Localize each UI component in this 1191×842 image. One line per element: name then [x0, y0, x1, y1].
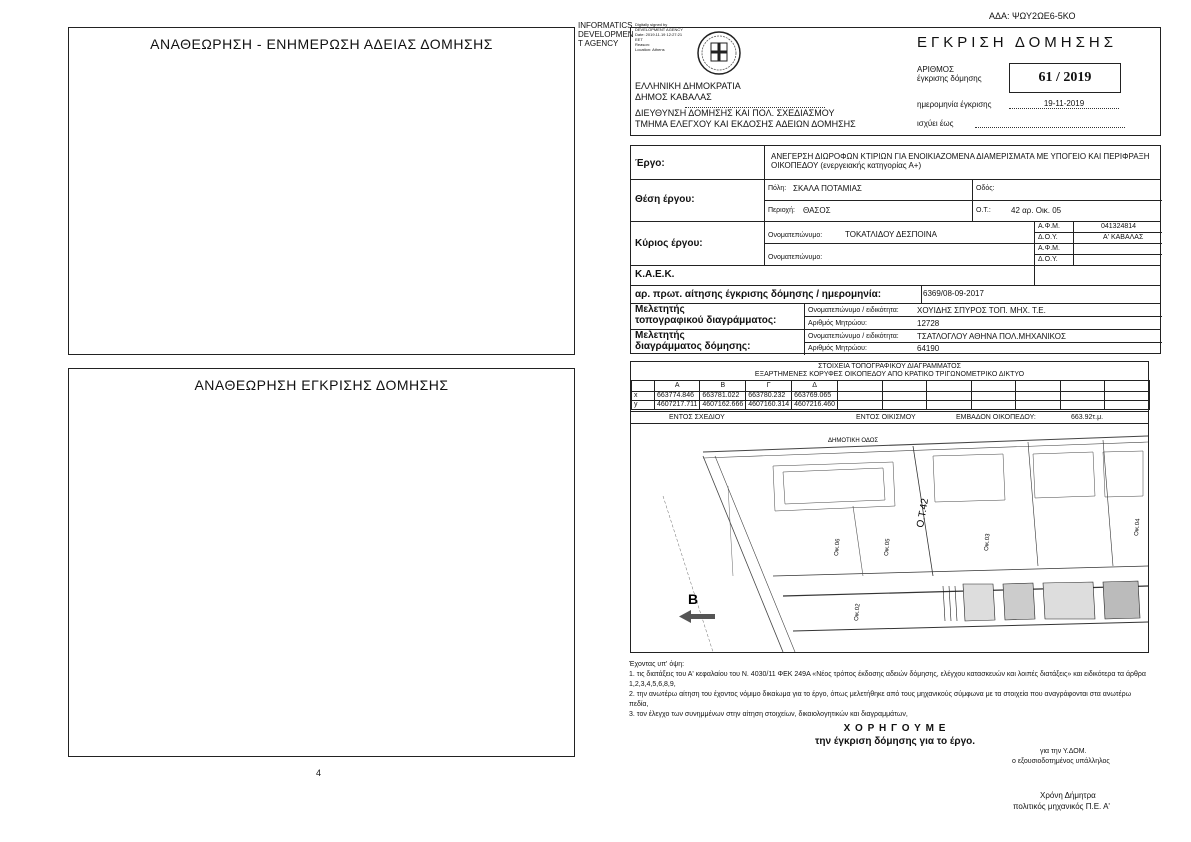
- area-value: ΘΑΣΟΣ: [803, 206, 831, 215]
- y-value: 4607216.460: [792, 401, 838, 410]
- signatory-name: Χρόνη Δήμητρα: [1040, 791, 1096, 800]
- project-location-label: Θέση έργου:: [635, 194, 695, 205]
- notes-heading: Έχοντας υπ' όψη:: [629, 661, 685, 668]
- doy-value: Α' ΚΑΒΑΛΑΣ: [1103, 234, 1144, 241]
- date-label: ημερομηνία έγκρισης: [917, 100, 992, 109]
- application-value: 6369/08-09-2017: [923, 289, 984, 298]
- for-ydom: για την Υ.ΔΟΜ.: [1040, 748, 1087, 755]
- grant-heading: Χ Ο Ρ Η Γ Ο Υ Μ Ε: [843, 723, 947, 734]
- plot-area-label: ΕΜΒΑΔΟΝ ΟΙΚΟΠΕΔΟΥ:: [956, 414, 1036, 421]
- afm2-label: Α.Φ.Μ.: [1038, 245, 1060, 252]
- greek-emblem-icon: [696, 30, 742, 76]
- owner-label: Κύριος έργου:: [635, 238, 703, 249]
- map-plot-label: Οικ.06: [834, 538, 842, 557]
- x-label: x: [632, 392, 655, 401]
- y-label: y: [632, 401, 655, 410]
- revision-approval-title: ΑΝΑΘΕΩΡΗΣΗ ΕΓΚΡΙΣΗΣ ΔΟΜΗΣΗΣ: [194, 377, 449, 393]
- x-value: 663780.232: [746, 392, 792, 401]
- street-label: Οδός:: [976, 185, 995, 192]
- digital-signature-stamp: [578, 21, 634, 48]
- authorized-officer: ο εξουσιοδοτημένος υπάλληλος: [1012, 758, 1110, 765]
- note-item: 1. τις διατάξεις του Α' κεφαλαίου του Ν. 4030/11 ΦΕΚ 249Α «Νέος τρόπος έκδοσης αδειών δόμησης, ελέγχου κατασκευών και λοιπές διατάξεις» και ειδικότερα τα άρθρα 1,2,3,4,5,6,8,9,: [629, 671, 1146, 688]
- x-value: 663769.065: [792, 392, 838, 401]
- sig-line: Date: 2019.11.19 12:27:21: [635, 32, 683, 37]
- vertex-c: Γ: [746, 381, 792, 392]
- project-label: Έργο:: [635, 158, 665, 169]
- note-item: 3. τον έλεγχο των συνημμένων στην αίτηση στοιχείων, δικαιολογητικών και διαγραμμάτων,: [629, 711, 908, 718]
- afm-value: 041324814: [1101, 223, 1137, 230]
- map-plot-label: Οικ.05: [884, 538, 892, 557]
- dom-name-label: Ονοματεπώνυμο / ειδικότητα:: [808, 333, 899, 340]
- number-label: ΑΡΙΘΜΟΣ έγκρισης δόμησης: [917, 65, 982, 83]
- city-value: ΣΚΑΛΑ ΠΟΤΑΜΙΑΣ: [793, 184, 862, 193]
- notes-section: [629, 660, 1149, 720]
- doy2-label: Δ.Ο.Υ.: [1038, 256, 1058, 263]
- doy-label: Δ.Ο.Υ.: [1038, 234, 1058, 241]
- revision-approval-box: [68, 368, 575, 757]
- revision-update-permit-title: ΑΝΑΘΕΩΡΗΣΗ - ΕΝΗΜΕΡΩΣΗ ΑΔΕΙΑΣ ΔΟΜΗΣΗΣ: [150, 36, 493, 52]
- stamp-line: T AGENCY: [578, 39, 619, 48]
- vertex-b: Β: [700, 381, 746, 392]
- x-value: 663781.022: [700, 392, 746, 401]
- stamp-line: INFORMATICS: [578, 21, 633, 30]
- building-engineer-label: Μελετητής διαγράμματος δόμησης:: [635, 330, 751, 352]
- building-registry-number: 64190: [917, 344, 940, 353]
- topo-engineer-name: ΧΟΥΙΔΗΣ ΣΠΥΡΟΣ ΤΟΠ. ΜΗΧ. Τ.Ε.: [917, 306, 1046, 315]
- header-box: [630, 27, 1161, 136]
- ada-code: ΑΔΑ: ΨΩΥ2ΩΕ6-5ΚΟ: [989, 11, 1076, 21]
- authority-line: ΕΛΛΗΝΙΚΗ ΔΗΜΟΚΡΑΤΙΑ: [635, 81, 741, 91]
- plot-area-value: 663.92τ.μ.: [1071, 414, 1104, 421]
- inside-settlement-label: ΕΝΤΟΣ ΟΙΚΙΣΜΟΥ: [856, 414, 916, 421]
- owner-name: ΤΟΚΑΤΛΙΔΟΥ ΔΕΣΠΟΙΝΑ: [845, 230, 937, 239]
- topo-name-label: Ονοματεπώνυμο / ειδικότητα:: [808, 307, 899, 314]
- approval-date: 19-11-2019: [1009, 99, 1119, 109]
- map-arrow-label: Β: [688, 591, 699, 607]
- authority-line: ΤΜΗΜΑ ΕΛΕΓΧΟΥ ΚΑΙ ΕΚΔΟΣΗΣ ΑΔΕΙΩΝ ΔΟΜΗΣΗΣ: [635, 119, 856, 129]
- map-plot-label: Οικ.04: [1134, 518, 1142, 537]
- topo-registry-number: 12728: [917, 319, 940, 328]
- note-item: 2. την ανωτέρω αίτηση του έχοντος νόμιμο δικαίωμα για το έργο, όπως μελετήθηκε από τους μηχανικούς σύμφωνα με τα στοιχεία που αναγράφονται στα ανωτέρω πεδία,: [629, 691, 1132, 708]
- grant-text: την έγκριση δόμησης για το έργο.: [814, 736, 976, 747]
- x-value: 663774.846: [655, 392, 700, 401]
- map-plot-label: Οικ.02: [854, 603, 862, 622]
- block-value: 42 αρ. Οικ. 05: [1011, 206, 1062, 215]
- sig-line: EET: [635, 37, 643, 42]
- authority-line: ΔΗΜΟΣ ΚΑΒΑΛΑΣ: [635, 92, 712, 102]
- vertex-d: Δ: [792, 381, 838, 392]
- revision-update-permit-box: [68, 27, 575, 355]
- application-label: αρ. πρωτ. αίτησης έγκρισης δόμησης / ημερομηνία:: [635, 289, 882, 300]
- sig-line: Digitally signed by: [635, 22, 668, 27]
- authority-block: [635, 81, 856, 130]
- map-block-label: Ο.Τ.42: [915, 497, 932, 529]
- valid-until-label: ισχύει έως: [917, 119, 954, 128]
- building-engineer-name: ΤΣΑΤΛΟΓΛΟΥ ΑΘΗΝΑ ΠΟΛ.ΜΗΧΑΝΙΚΟΣ: [917, 332, 1066, 341]
- topo-engineer-label: Μελετητής τοπογραφικού διαγράμματος:: [635, 304, 777, 326]
- dom-registry-label: Αριθμός Μητρώου:: [808, 345, 867, 352]
- map-street-name: ΔΗΜΟΤΙΚΗ ΟΔΟΣ: [828, 438, 879, 444]
- topo-registry-label: Αριθμός Μητρώου:: [808, 320, 867, 327]
- project-details-table: [630, 145, 1161, 354]
- site-plan-map: [633, 426, 1148, 652]
- topographic-section: [630, 361, 1149, 653]
- stamp-line: DEVELOPMEN: [578, 30, 634, 39]
- city-label: Πόλη:: [768, 185, 787, 192]
- owner2-name-label: Ονοματεπώνυμο:: [768, 254, 823, 261]
- valid-until-value: [975, 118, 1125, 128]
- topo-title: ΣΤΟΙΧΕΙΑ ΤΟΠΟΓΡΑΦΙΚΟΥ ΔΙΑΓΡΑΜΜΑΤΟΣ ΕΞΑΡΤΗΜΕΝΕΣ ΚΟΡΥΦΕΣ ΟΙΚΟΠΕΔΟΥ ΑΠΟ ΚΡΑΤΙΚΟ ΤΡΙΓΩΝΟΜΕΤΡΙΚΟ ΔΙΚΤΥΟ: [754, 363, 1025, 378]
- afm-label: Α.Φ.Μ.: [1038, 223, 1060, 230]
- vertex-a: Α: [655, 381, 700, 392]
- inside-plan-label: ΕΝΤΟΣ ΣΧΕΔΙΟΥ: [669, 414, 725, 421]
- page-number: 4: [316, 768, 322, 778]
- approval-number: 61 / 2019: [1009, 63, 1121, 93]
- sig-line: DEVELOPMENT AGENCY: [635, 27, 683, 32]
- block-label: Ο.Τ.:: [976, 207, 991, 214]
- area-label: Περιοχή:: [768, 207, 795, 214]
- y-value: 4607217.711: [655, 401, 700, 410]
- owner-name-label: Ονοματεπώνυμο:: [768, 232, 823, 239]
- kaek-label: Κ.Α.Ε.Κ.: [635, 269, 675, 280]
- map-plot-label: Οικ.03: [984, 533, 992, 552]
- y-value: 4607160.314: [746, 401, 792, 410]
- sig-line: Reason:: [635, 42, 650, 47]
- coordinates-table: [631, 380, 1150, 410]
- approval-title: ΕΓΚΡΙΣΗ ΔΟΜΗΣΗΣ: [917, 34, 1117, 51]
- project-description: ΑΝΕΓΕΡΣΗ ΔΙΩΡΟΦΩΝ ΚΤΙΡΙΩΝ ΓΙΑ ΕΝΟΙΚΙΑΖΟΜΕΝΑ ΔΙΑΜΕΡΙΣΜΑΤΑ ΜΕ ΥΠΟΓΕΙΟ ΚΑΙ ΠΕΡΙΦΡΑΞΗ ΟΙΚΟΠΕΔΟΥ (ενεργειακής κατηγορίας Α+): [771, 152, 1150, 170]
- authority-line: ΔΙΕΥΘΥΝΣΗ ΔΟΜΗΣΗΣ ΚΑΙ ΠΟΛ. ΣΧΕΔΙΑΣΜΟΥ: [635, 108, 835, 118]
- sig-line: Location: Athens: [635, 47, 665, 52]
- y-value: 4607162.666: [700, 401, 746, 410]
- signatory-title: πολιτικός μηχανικός Π.Ε. Α': [1013, 802, 1110, 811]
